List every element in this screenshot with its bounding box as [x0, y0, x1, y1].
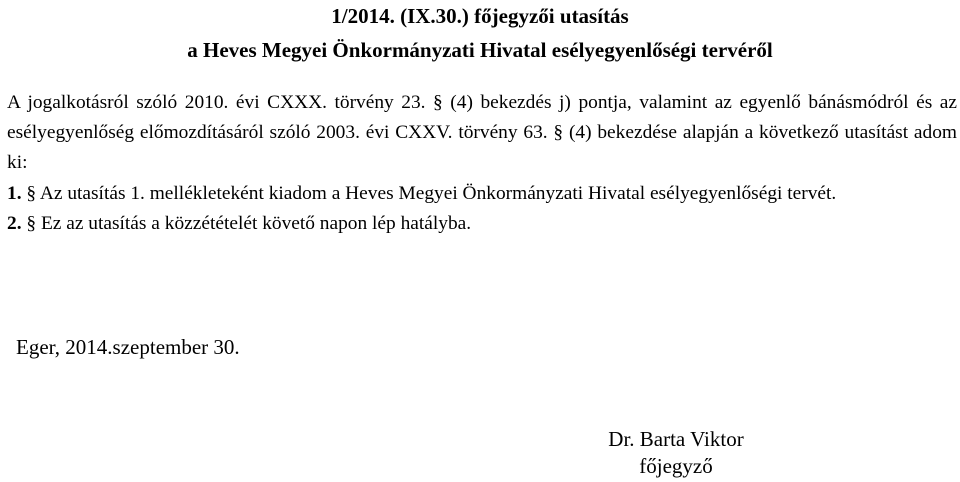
- point-1-text: § Az utasítás 1. mellékleteként kiadom a Heves Megyei Önkormányzati Hivatal esélyegyenlőségi tervét.: [21, 182, 837, 204]
- preamble-paragraph: A jogalkotásról szóló 2010. évi CXXX. törvény 23. § (4) bekezdés j) pontja, valamint az egyenlő bánásmódról és az esélyegyenlőség előmozdításáról szóló 2003. évi CXXV. törvény 63. § (4) bekezdése alapján a következő utasítást adom ki:: [7, 92, 957, 174]
- signatory-name: Dr. Barta Viktor: [608, 427, 744, 451]
- point-2-text: § Ez az utasítás a közzétételét követő napon lép hatályba.: [21, 212, 472, 234]
- place-and-date: Eger, 2014.szeptember 30.: [16, 335, 240, 359]
- document-title: 1/2014. (IX.30.) főjegyzői utasítás: [331, 4, 629, 28]
- point-2-number: 2.: [7, 212, 22, 234]
- signatory-title: főjegyző: [639, 454, 713, 478]
- point-1-number: 1.: [7, 182, 22, 204]
- document-body: [7, 88, 957, 239]
- point-2: [7, 209, 957, 239]
- point-1: [7, 179, 957, 209]
- document-subtitle: a Heves Megyei Önkormányzati Hivatal esélyegyenlőségi tervéről: [187, 38, 773, 62]
